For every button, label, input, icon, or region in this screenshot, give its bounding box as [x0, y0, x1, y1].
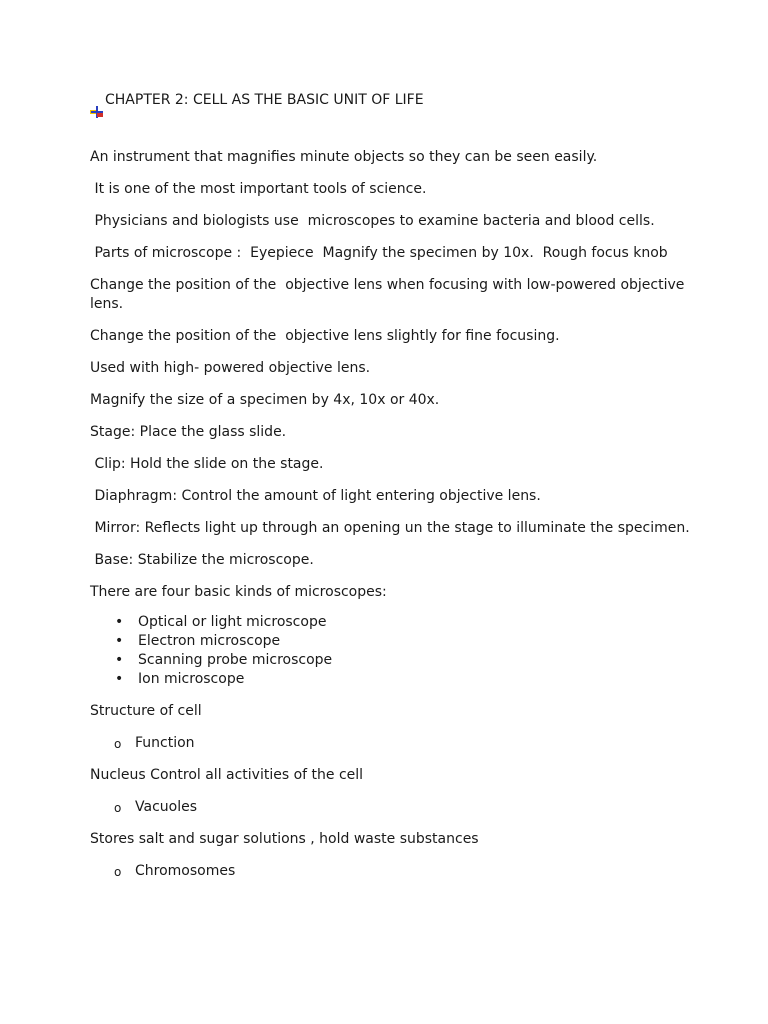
list-item [90, 670, 690, 689]
bullet-icon: • [115, 671, 124, 687]
nucleus-paragraph: Nucleus Control all activities of the cell [90, 767, 364, 783]
hollow-bullet-icon: o [114, 737, 122, 751]
structure-heading: Structure of cell [90, 703, 202, 719]
sub-item-chromosomes [90, 862, 690, 881]
sub-item-label: Chromosomes [135, 863, 236, 879]
vacuoles-paragraph: Stores salt and sugar solutions , hold waste substances [90, 831, 479, 847]
chapter-title-row [90, 92, 690, 124]
list-item-label: Ion microscope [138, 671, 245, 687]
cross-marker-icon [90, 105, 104, 119]
paragraph: Used with high- powered objective lens. [90, 360, 371, 376]
list-item [90, 632, 690, 651]
paragraph: There are four basic kinds of microscopes: [90, 584, 387, 600]
paragraph: Base: Stabilize the microscope. [90, 552, 314, 568]
paragraph: Change the position of the objective lens slightly for fine focusing. [90, 328, 560, 344]
paragraph: Diaphragm: Control the amount of light entering objective lens. [90, 488, 541, 504]
list-item [90, 613, 690, 632]
list-item-label: Optical or light microscope [138, 614, 327, 630]
paragraph: It is one of the most important tools of science. [90, 181, 427, 197]
hollow-bullet-icon: o [114, 865, 122, 879]
sub-item-label: Vacuoles [135, 799, 198, 815]
bullet-icon: • [115, 633, 124, 649]
paragraph: Stage: Place the glass slide. [90, 424, 287, 440]
bullet-icon: • [115, 652, 124, 668]
bullet-icon: • [115, 614, 124, 630]
paragraph: Physicians and biologists use microscopes to examine bacteria and blood cells. [90, 213, 655, 229]
sub-item-vacuoles [90, 798, 690, 817]
paragraph: Change the position of the objective lens when focusing with low-powered objective lens. [90, 277, 689, 312]
paragraph: An instrument that magnifies minute objects so they can be seen easily. [90, 149, 598, 165]
sub-item-function [90, 734, 690, 753]
hollow-bullet-icon: o [114, 801, 122, 815]
chapter-title: CHAPTER 2: CELL AS THE BASIC UNIT OF LIFE [105, 92, 424, 108]
paragraph: Mirror: Reflects light up through an opening un the stage to illuminate the specimen. [90, 520, 690, 536]
list-item-label: Scanning probe microscope [138, 652, 333, 668]
paragraph: Parts of microscope : Eyepiece Magnify the specimen by 10x. Rough focus knob [90, 245, 668, 261]
paragraph: Magnify the size of a specimen by 4x, 10x or 40x. [90, 392, 440, 408]
sub-item-label: Function [135, 735, 195, 751]
paragraph: Clip: Hold the slide on the stage. [90, 456, 324, 472]
microscope-kinds-list [90, 613, 690, 689]
list-item [90, 651, 690, 670]
list-item-label: Electron microscope [138, 633, 281, 649]
document-body [90, 148, 690, 894]
